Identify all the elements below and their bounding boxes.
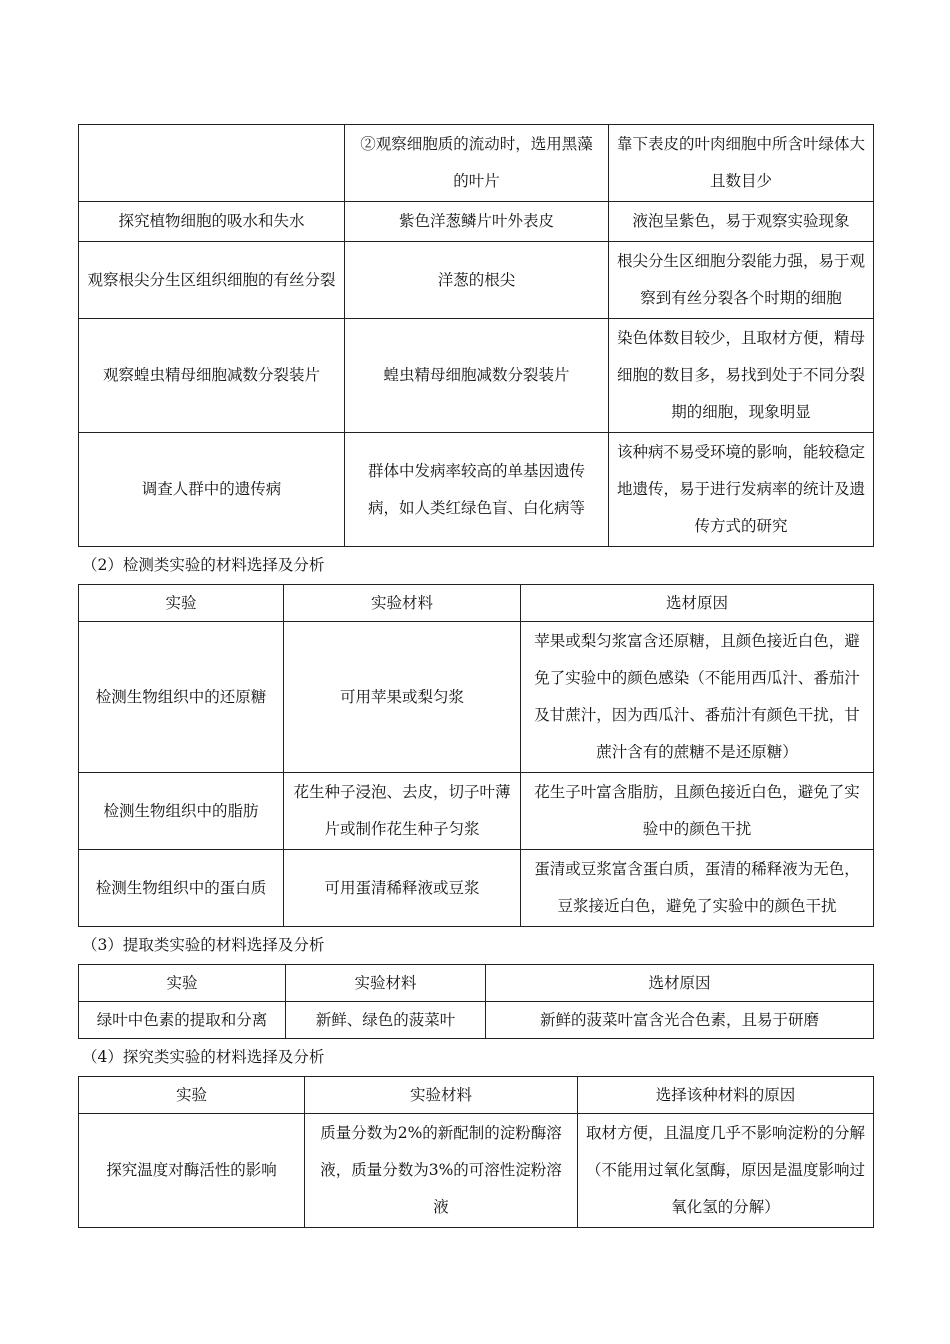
table-cell: 观察蝗虫精母细胞减数分裂装片	[79, 319, 345, 433]
document-page	[78, 124, 873, 1228]
column-header: 实验材料	[284, 585, 521, 622]
table-header-row	[79, 585, 874, 622]
table-row	[79, 1002, 874, 1039]
table-cell: 花生子叶富含脂肪，且颜色接近白色，避免了实验中的颜色干扰	[521, 773, 874, 850]
table-cell: 根尖分生区细胞分裂能力强，易于观察到有丝分裂各个时期的细胞	[609, 242, 874, 319]
table-cell: 该种病不易受环境的影响，能较稳定地遗传，易于进行发病率的统计及遗传方式的研究	[609, 433, 874, 547]
table-row	[79, 319, 874, 433]
table-row	[79, 622, 874, 773]
column-header: 实验	[79, 585, 284, 622]
section-heading-exploration: （4）探究类实验的材料选择及分析	[82, 1048, 325, 1066]
table-cell: 花生种子浸泡、去皮，切子叶薄片或制作花生种子匀浆	[284, 773, 521, 850]
extraction-experiments-table	[78, 964, 874, 1039]
table-cell: 群体中发病率较高的单基因遗传病，如人类红绿色盲、白化病等	[345, 433, 609, 547]
detection-experiments-table	[78, 584, 874, 927]
table-cell: 绿叶中色素的提取和分离	[79, 1002, 286, 1039]
table-cell: 苹果或梨匀浆富含还原糖，且颜色接近白色，避免了实验中的颜色感染（不能用西瓜汁、番茄汁及甘蔗汁，因为西瓜汁、番茄汁有颜色干扰，甘蔗汁含有的蔗糖不是还原糖）	[521, 622, 874, 773]
column-header: 选材原因	[521, 585, 874, 622]
column-header: 实验	[79, 965, 286, 1002]
table-cell: 新鲜、绿色的菠菜叶	[286, 1002, 486, 1039]
table-row	[79, 1114, 874, 1228]
table-cell: 调查人群中的遗传病	[79, 433, 345, 547]
table-cell: 液泡呈紫色，易于观察实验现象	[609, 202, 874, 242]
table-cell: 取材方便，且温度几乎不影响淀粉的分解（不能用过氧化氢酶，原因是温度影响过氧化氢的分解）	[578, 1114, 874, 1228]
section-heading-detection: （2）检测类实验的材料选择及分析	[82, 556, 325, 574]
table-cell: 蝗虫精母细胞减数分裂装片	[345, 319, 609, 433]
column-header: 实验	[79, 1077, 305, 1114]
exploration-experiments-table	[78, 1076, 874, 1228]
table-header-row	[79, 1077, 874, 1114]
table-row	[79, 125, 874, 202]
table-cell: 新鲜的菠菜叶富含光合色素，且易于研磨	[486, 1002, 874, 1039]
table-cell: 探究植物细胞的吸水和失水	[79, 202, 345, 242]
table-row	[79, 202, 874, 242]
table-row	[79, 773, 874, 850]
table-row	[79, 242, 874, 319]
table-header-row	[79, 965, 874, 1002]
table-row	[79, 433, 874, 547]
table-cell: 染色体数目较少，且取材方便，精母细胞的数目多，易找到处于不同分裂期的细胞，现象明显	[609, 319, 874, 433]
table-cell: 洋葱的根尖	[345, 242, 609, 319]
table-row	[79, 850, 874, 927]
table-cell: 靠下表皮的叶肉细胞中所含叶绿体大且数目少	[609, 125, 874, 202]
table-cell	[79, 125, 345, 202]
table-cell: 检测生物组织中的蛋白质	[79, 850, 284, 927]
section-heading-extraction: （3）提取类实验的材料选择及分析	[82, 936, 325, 954]
column-header: 实验材料	[286, 965, 486, 1002]
table-cell: 可用苹果或梨匀浆	[284, 622, 521, 773]
table-cell: 探究温度对酶活性的影响	[79, 1114, 305, 1228]
table-cell: ②观察细胞质的流动时，选用黑藻的叶片	[345, 125, 609, 202]
table-cell: 紫色洋葱鳞片叶外表皮	[345, 202, 609, 242]
column-header: 选材原因	[486, 965, 874, 1002]
table-cell: 可用蛋清稀释液或豆浆	[284, 850, 521, 927]
table-cell: 蛋清或豆浆富含蛋白质，蛋清的稀释液为无色，豆浆接近白色，避免了实验中的颜色干扰	[521, 850, 874, 927]
table-cell: 观察根尖分生区组织细胞的有丝分裂	[79, 242, 345, 319]
table-cell: 质量分数为2%的新配制的淀粉酶溶液，质量分数为3%的可溶性淀粉溶液	[305, 1114, 578, 1228]
material-table-continued	[78, 124, 874, 547]
table-cell: 检测生物组织中的还原糖	[79, 622, 284, 773]
column-header: 选择该种材料的原因	[578, 1077, 874, 1114]
table-cell: 检测生物组织中的脂肪	[79, 773, 284, 850]
column-header: 实验材料	[305, 1077, 578, 1114]
